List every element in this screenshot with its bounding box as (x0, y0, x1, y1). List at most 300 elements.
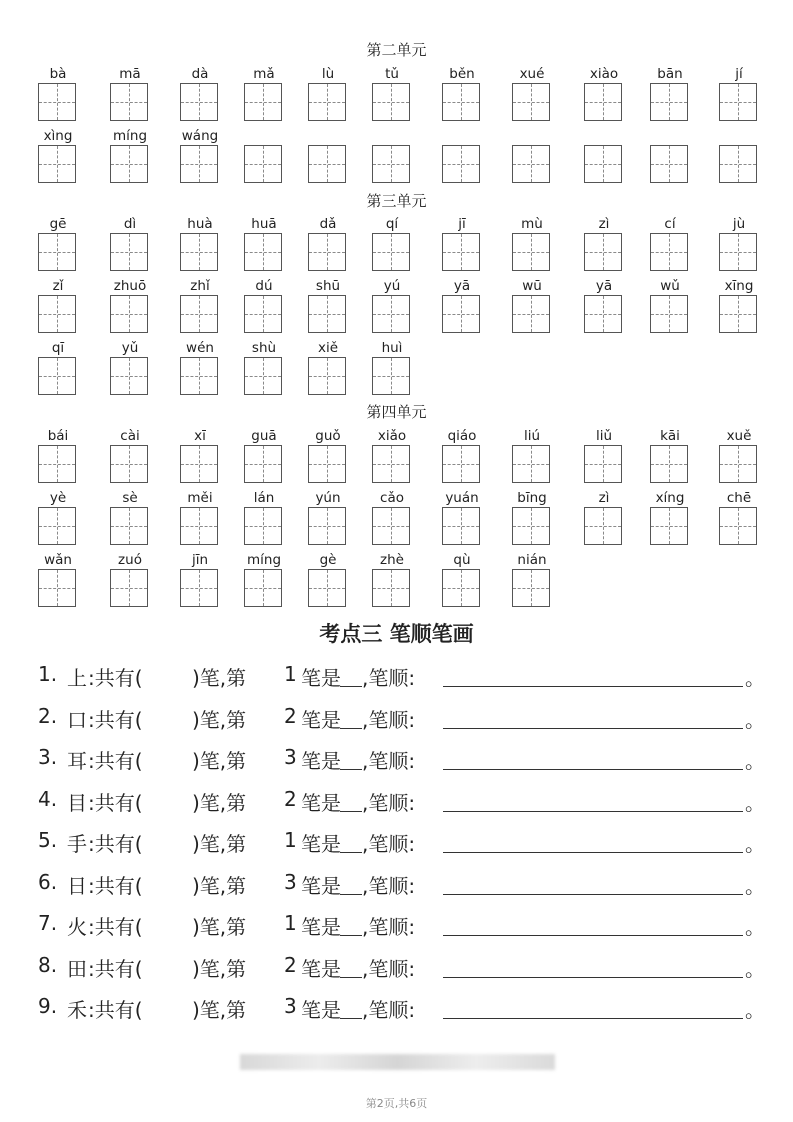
label-stroke-is: 笔是 (301, 749, 341, 773)
tianzige-box[interactable] (442, 295, 480, 333)
guide-line-horizontal (309, 102, 345, 103)
guide-line-horizontal (373, 464, 409, 465)
pinyin-label: wén (186, 340, 214, 356)
pinyin-label: bān (657, 66, 683, 82)
pinyin-cell (180, 552, 220, 614)
guide-line-horizontal (309, 376, 345, 377)
pinyin-cell (442, 66, 482, 128)
guide-line-horizontal (309, 252, 345, 253)
stroke-order-answer-line[interactable] (443, 935, 743, 936)
tianzige-box[interactable] (308, 83, 346, 121)
tianzige-box[interactable] (308, 507, 346, 545)
guide-line-horizontal (245, 464, 281, 465)
tianzige-box[interactable] (719, 233, 757, 271)
question-row (38, 662, 768, 692)
pinyin-label: zhǐ (190, 278, 210, 294)
stroke-number: 3 (284, 869, 297, 894)
tianzige-box[interactable] (244, 145, 282, 183)
stroke-order-answer-line[interactable] (443, 852, 743, 853)
pinyin-cell (372, 552, 412, 614)
pinyin-label: xī (194, 428, 206, 444)
pinyin-row (38, 340, 778, 402)
tianzige-box[interactable] (442, 233, 480, 271)
question-row (38, 787, 768, 817)
pinyin-label: xíng (655, 490, 685, 506)
pinyin-label: yuán (445, 490, 479, 506)
tianzige-box[interactable] (38, 357, 76, 395)
pinyin-label: zhè (380, 552, 404, 568)
pinyin-cell (584, 216, 624, 278)
tianzige-box[interactable] (719, 145, 757, 183)
tianzige-box[interactable] (244, 295, 282, 333)
guide-line-horizontal (720, 252, 756, 253)
tianzige-box[interactable] (244, 357, 282, 395)
pinyin-cell (719, 490, 759, 552)
pinyin-label: qī (51, 340, 65, 356)
unit-title: 第四单元 (366, 403, 427, 421)
tianzige-box[interactable] (244, 569, 282, 607)
tianzige-box[interactable] (372, 295, 410, 333)
pinyin-label: huā (251, 216, 277, 232)
guide-line-horizontal (513, 252, 549, 253)
label-stroke-order: ,笔顺: (362, 790, 416, 815)
stroke-answer-blank[interactable] (340, 977, 362, 978)
label-stroke-is: 笔是 (301, 790, 341, 815)
pinyin-label: liǔ (595, 428, 613, 444)
tianzige-box[interactable] (308, 357, 346, 395)
stroke-answer-blank[interactable] (340, 811, 362, 812)
label-stroke-index: )笔,第 (192, 707, 247, 732)
tianzige-box[interactable] (110, 445, 148, 483)
end-period: 。 (745, 915, 765, 939)
tianzige-box[interactable] (110, 507, 148, 545)
pinyin-cell (584, 66, 624, 128)
pinyin-cell (38, 552, 78, 614)
pinyin-label: dì (123, 216, 137, 232)
pinyin-label: qí (385, 216, 399, 232)
guide-line-horizontal (245, 588, 281, 589)
guide-line-horizontal (181, 588, 217, 589)
guide-line-horizontal (651, 252, 687, 253)
pinyin-label: bái (47, 428, 69, 444)
guide-line-horizontal (39, 376, 75, 377)
tianzige-box[interactable] (244, 233, 282, 271)
tianzige-box[interactable] (180, 233, 218, 271)
tianzige-box[interactable] (372, 145, 410, 183)
pinyin-cell (372, 340, 412, 402)
guide-line-horizontal (309, 164, 345, 165)
tianzige-box[interactable] (38, 83, 76, 121)
pinyin-label: jī (458, 216, 466, 232)
stroke-answer-blank[interactable] (340, 728, 362, 729)
pinyin-cell (110, 216, 150, 278)
guide-line-horizontal (651, 464, 687, 465)
label-stroke-is: 笔是 (301, 956, 341, 981)
tianzige-box[interactable] (180, 569, 218, 607)
pinyin-cell (372, 490, 412, 552)
tianzige-box[interactable] (180, 83, 218, 121)
guide-line-horizontal (651, 102, 687, 103)
tianzige-box[interactable] (512, 233, 550, 271)
question-number: 9. (38, 994, 58, 1018)
guide-line-horizontal (181, 526, 217, 527)
stroke-number: 2 (284, 786, 297, 811)
question-row (38, 953, 768, 983)
tianzige-box[interactable] (110, 295, 148, 333)
tianzige-box[interactable] (372, 357, 410, 395)
pinyin-row (38, 66, 778, 128)
guide-line-horizontal (181, 164, 217, 165)
pinyin-label: bà (49, 66, 67, 82)
pinyin-row (38, 128, 778, 190)
tianzige-box[interactable] (372, 569, 410, 607)
tianzige-box[interactable] (180, 357, 218, 395)
tianzige-box[interactable] (584, 145, 622, 183)
pinyin-label: gē (49, 216, 67, 232)
tianzige-box[interactable] (244, 83, 282, 121)
pinyin-label: sè (122, 490, 138, 506)
guide-line-horizontal (111, 102, 147, 103)
tianzige-box[interactable] (442, 507, 480, 545)
pinyin-cell (180, 128, 220, 190)
guide-line-horizontal (585, 102, 621, 103)
pinyin-label: xué (519, 66, 545, 82)
tianzige-box[interactable] (584, 295, 622, 333)
label-total-strokes: :共有( (88, 832, 143, 856)
question-number: 8. (38, 952, 58, 977)
stroke-order-answer-line[interactable] (443, 811, 743, 812)
pinyin-cell (180, 340, 220, 402)
tianzige-box[interactable] (442, 145, 480, 183)
pinyin-label: mǎ (253, 66, 275, 82)
tianzige-box[interactable] (372, 233, 410, 271)
label-stroke-order: ,笔顺: (362, 998, 416, 1022)
pinyin-cell (512, 216, 552, 278)
pinyin-cell (512, 552, 552, 614)
tianzige-box[interactable] (308, 569, 346, 607)
tianzige-box[interactable] (719, 445, 757, 483)
question-number: 4. (38, 786, 58, 811)
pinyin-cell (308, 340, 348, 402)
tianzige-box[interactable] (180, 507, 218, 545)
tianzige-box[interactable] (584, 507, 622, 545)
tianzige-box[interactable] (244, 445, 282, 483)
guide-line-horizontal (181, 102, 217, 103)
pinyin-label: lù (321, 66, 335, 82)
pinyin-label: xīng (724, 278, 754, 294)
guide-line-horizontal (309, 526, 345, 527)
tianzige-box[interactable] (512, 295, 550, 333)
tianzige-box[interactable] (308, 295, 346, 333)
stroke-answer-blank[interactable] (340, 894, 362, 895)
label-total-strokes: :共有( (88, 790, 143, 815)
end-period: 。 (745, 749, 765, 773)
pinyin-row (38, 216, 778, 278)
tianzige-box[interactable] (308, 445, 346, 483)
pinyin-label: jù (732, 216, 746, 232)
question-character: 日 (67, 873, 87, 898)
end-period: 。 (745, 707, 765, 732)
pinyin-cell (372, 216, 412, 278)
pinyin-cell (372, 428, 412, 490)
pinyin-cell (650, 428, 690, 490)
guide-line-horizontal (309, 464, 345, 465)
guide-line-horizontal (111, 164, 147, 165)
tianzige-box[interactable] (650, 233, 688, 271)
tianzige-box[interactable] (584, 233, 622, 271)
tianzige-box[interactable] (650, 445, 688, 483)
pinyin-cell (180, 428, 220, 490)
pinyin-label: mā (119, 66, 141, 82)
stroke-number: 3 (284, 745, 297, 769)
tianzige-box[interactable] (110, 357, 148, 395)
pinyin-label: qiáo (447, 428, 477, 444)
pinyin-cell (719, 128, 759, 190)
unit-title: 第三单元 (366, 192, 427, 210)
tianzige-box[interactable] (308, 233, 346, 271)
label-stroke-index: )笔,第 (192, 998, 247, 1022)
end-period: 。 (745, 790, 765, 815)
pinyin-label: běn (449, 66, 475, 82)
tianzige-box[interactable] (512, 507, 550, 545)
guide-line-horizontal (585, 252, 621, 253)
tianzige-box[interactable] (372, 507, 410, 545)
tianzige-box[interactable] (442, 445, 480, 483)
pinyin-label: jīn (191, 552, 209, 568)
guide-line-horizontal (443, 252, 479, 253)
tianzige-box[interactable] (650, 83, 688, 121)
pinyin-cell (244, 278, 284, 340)
tianzige-box[interactable] (442, 569, 480, 607)
pinyin-label: zǐ (52, 278, 64, 294)
question-character: 手 (67, 832, 87, 856)
tianzige-box[interactable] (38, 569, 76, 607)
question-character: 田 (67, 956, 87, 981)
pinyin-label: zì (598, 490, 610, 506)
guide-line-horizontal (245, 526, 281, 527)
tianzige-box[interactable] (38, 145, 76, 183)
tianzige-box[interactable] (180, 295, 218, 333)
tianzige-box[interactable] (584, 83, 622, 121)
tianzige-box[interactable] (512, 83, 550, 121)
pinyin-cell (110, 490, 150, 552)
pinyin-label: xìng (43, 128, 73, 144)
stroke-answer-blank[interactable] (340, 769, 362, 770)
guide-line-horizontal (443, 464, 479, 465)
label-stroke-order: ,笔顺: (362, 707, 416, 732)
pinyin-label: cài (120, 428, 140, 444)
pinyin-label: zhuō (113, 278, 147, 294)
guide-line-horizontal (181, 252, 217, 253)
tianzige-box[interactable] (719, 507, 757, 545)
guide-line-horizontal (443, 526, 479, 527)
stroke-answer-blank[interactable] (340, 935, 362, 936)
question-row (38, 870, 768, 900)
pinyin-cell (180, 66, 220, 128)
question-character: 目 (67, 790, 87, 815)
pinyin-cell (244, 428, 284, 490)
stroke-order-answer-line[interactable] (443, 977, 743, 978)
question-number: 3. (38, 745, 58, 769)
question-number: 6. (38, 869, 58, 894)
pinyin-label: míng (246, 552, 282, 568)
pinyin-cell (38, 490, 78, 552)
pinyin-cell (308, 552, 348, 614)
question-row (38, 994, 768, 1024)
label-stroke-order: ,笔顺: (362, 915, 416, 939)
pinyin-label: wǔ (660, 278, 680, 294)
question-character: 耳 (67, 749, 87, 773)
tianzige-box[interactable] (244, 507, 282, 545)
guide-line-horizontal (443, 314, 479, 315)
stroke-answer-blank[interactable] (340, 852, 362, 853)
guide-line-horizontal (181, 464, 217, 465)
question-number: 1. (38, 662, 58, 686)
tianzige-box[interactable] (372, 83, 410, 121)
stroke-order-answer-line[interactable] (443, 1018, 743, 1019)
tianzige-box[interactable] (442, 83, 480, 121)
tianzige-box[interactable] (38, 507, 76, 545)
pinyin-cell (650, 128, 690, 190)
guide-line-horizontal (513, 164, 549, 165)
pinyin-cell (719, 216, 759, 278)
guide-line-horizontal (245, 314, 281, 315)
guide-line-horizontal (443, 102, 479, 103)
stroke-number: 2 (284, 952, 297, 977)
pinyin-label: xiě (317, 340, 339, 356)
tianzige-box[interactable] (512, 145, 550, 183)
stroke-number: 1 (284, 828, 297, 852)
pinyin-label: xuě (726, 428, 752, 444)
label-stroke-is: 笔是 (301, 998, 341, 1022)
guide-line-horizontal (513, 102, 549, 103)
stroke-order-answer-line[interactable] (443, 728, 743, 729)
guide-line-horizontal (245, 102, 281, 103)
pinyin-cell (442, 216, 482, 278)
stroke-answer-blank[interactable] (340, 686, 362, 687)
guide-line-horizontal (181, 376, 217, 377)
pinyin-cell (719, 428, 759, 490)
tianzige-box[interactable] (372, 445, 410, 483)
pinyin-cell (244, 490, 284, 552)
tianzige-box[interactable] (110, 569, 148, 607)
guide-line-horizontal (585, 314, 621, 315)
pinyin-label: huà (187, 216, 213, 232)
label-stroke-order: ,笔顺: (362, 832, 416, 856)
label-stroke-is: 笔是 (301, 707, 341, 732)
tianzige-box[interactable] (719, 83, 757, 121)
question-character: 禾 (67, 998, 87, 1022)
tianzige-box[interactable] (110, 233, 148, 271)
guide-line-horizontal (39, 314, 75, 315)
pinyin-label: guā (251, 428, 277, 444)
guide-line-horizontal (111, 314, 147, 315)
end-period: 。 (745, 998, 765, 1022)
label-stroke-index: )笔,第 (192, 666, 247, 690)
pinyin-cell (180, 490, 220, 552)
tianzige-box[interactable] (719, 295, 757, 333)
guide-line-horizontal (373, 588, 409, 589)
tianzige-box[interactable] (650, 295, 688, 333)
guide-line-horizontal (513, 526, 549, 527)
label-stroke-index: )笔,第 (192, 915, 247, 939)
guide-line-horizontal (585, 164, 621, 165)
tianzige-box[interactable] (512, 445, 550, 483)
tianzige-box[interactable] (110, 145, 148, 183)
pinyin-label: měi (187, 490, 213, 506)
question-character: 火 (67, 915, 87, 939)
stroke-order-answer-line[interactable] (443, 769, 743, 770)
tianzige-box[interactable] (650, 507, 688, 545)
pinyin-cell (719, 66, 759, 128)
tianzige-box[interactable] (180, 145, 218, 183)
pinyin-cell (512, 66, 552, 128)
pinyin-label: bīng (517, 490, 547, 506)
pinyin-cell (442, 490, 482, 552)
guide-line-horizontal (309, 314, 345, 315)
pinyin-cell (308, 278, 348, 340)
question-number: 5. (38, 828, 58, 852)
question-row (38, 745, 768, 775)
pinyin-label: mù (521, 216, 543, 232)
tianzige-box[interactable] (650, 145, 688, 183)
pinyin-cell (512, 128, 552, 190)
pinyin-cell (244, 66, 284, 128)
tianzige-box[interactable] (110, 83, 148, 121)
guide-line-horizontal (720, 526, 756, 527)
stroke-answer-blank[interactable] (340, 1018, 362, 1019)
label-stroke-is: 笔是 (301, 832, 341, 856)
tianzige-box[interactable] (512, 569, 550, 607)
pinyin-cell (442, 428, 482, 490)
guide-line-horizontal (373, 252, 409, 253)
pinyin-row (38, 428, 778, 490)
pinyin-row (38, 490, 778, 552)
pinyin-label: dǎ (319, 216, 337, 232)
pinyin-label: lán (253, 490, 275, 506)
guide-line-horizontal (245, 252, 281, 253)
pinyin-label: liú (523, 428, 541, 444)
question-row (38, 704, 768, 734)
tianzige-box[interactable] (38, 445, 76, 483)
label-total-strokes: :共有( (88, 956, 143, 981)
question-character: 上 (67, 666, 87, 690)
tianzige-box[interactable] (308, 145, 346, 183)
guide-line-horizontal (39, 164, 75, 165)
pinyin-cell (244, 552, 284, 614)
pinyin-cell (110, 428, 150, 490)
pinyin-cell (584, 128, 624, 190)
guide-line-horizontal (513, 314, 549, 315)
tianzige-box[interactable] (38, 233, 76, 271)
stroke-order-answer-line[interactable] (443, 894, 743, 895)
pinyin-label: wū (522, 278, 542, 294)
tianzige-box[interactable] (180, 445, 218, 483)
pinyin-cell (650, 66, 690, 128)
pinyin-cell (650, 216, 690, 278)
guide-line-horizontal (111, 526, 147, 527)
stroke-order-answer-line[interactable] (443, 686, 743, 687)
pinyin-cell (442, 128, 482, 190)
guide-line-horizontal (443, 588, 479, 589)
pinyin-label: yā (453, 278, 471, 294)
tianzige-box[interactable] (584, 445, 622, 483)
label-stroke-index: )笔,第 (192, 956, 247, 981)
end-period: 。 (745, 956, 765, 981)
end-period: 。 (745, 832, 765, 856)
pinyin-label: guǒ (315, 428, 341, 444)
tianzige-box[interactable] (38, 295, 76, 333)
